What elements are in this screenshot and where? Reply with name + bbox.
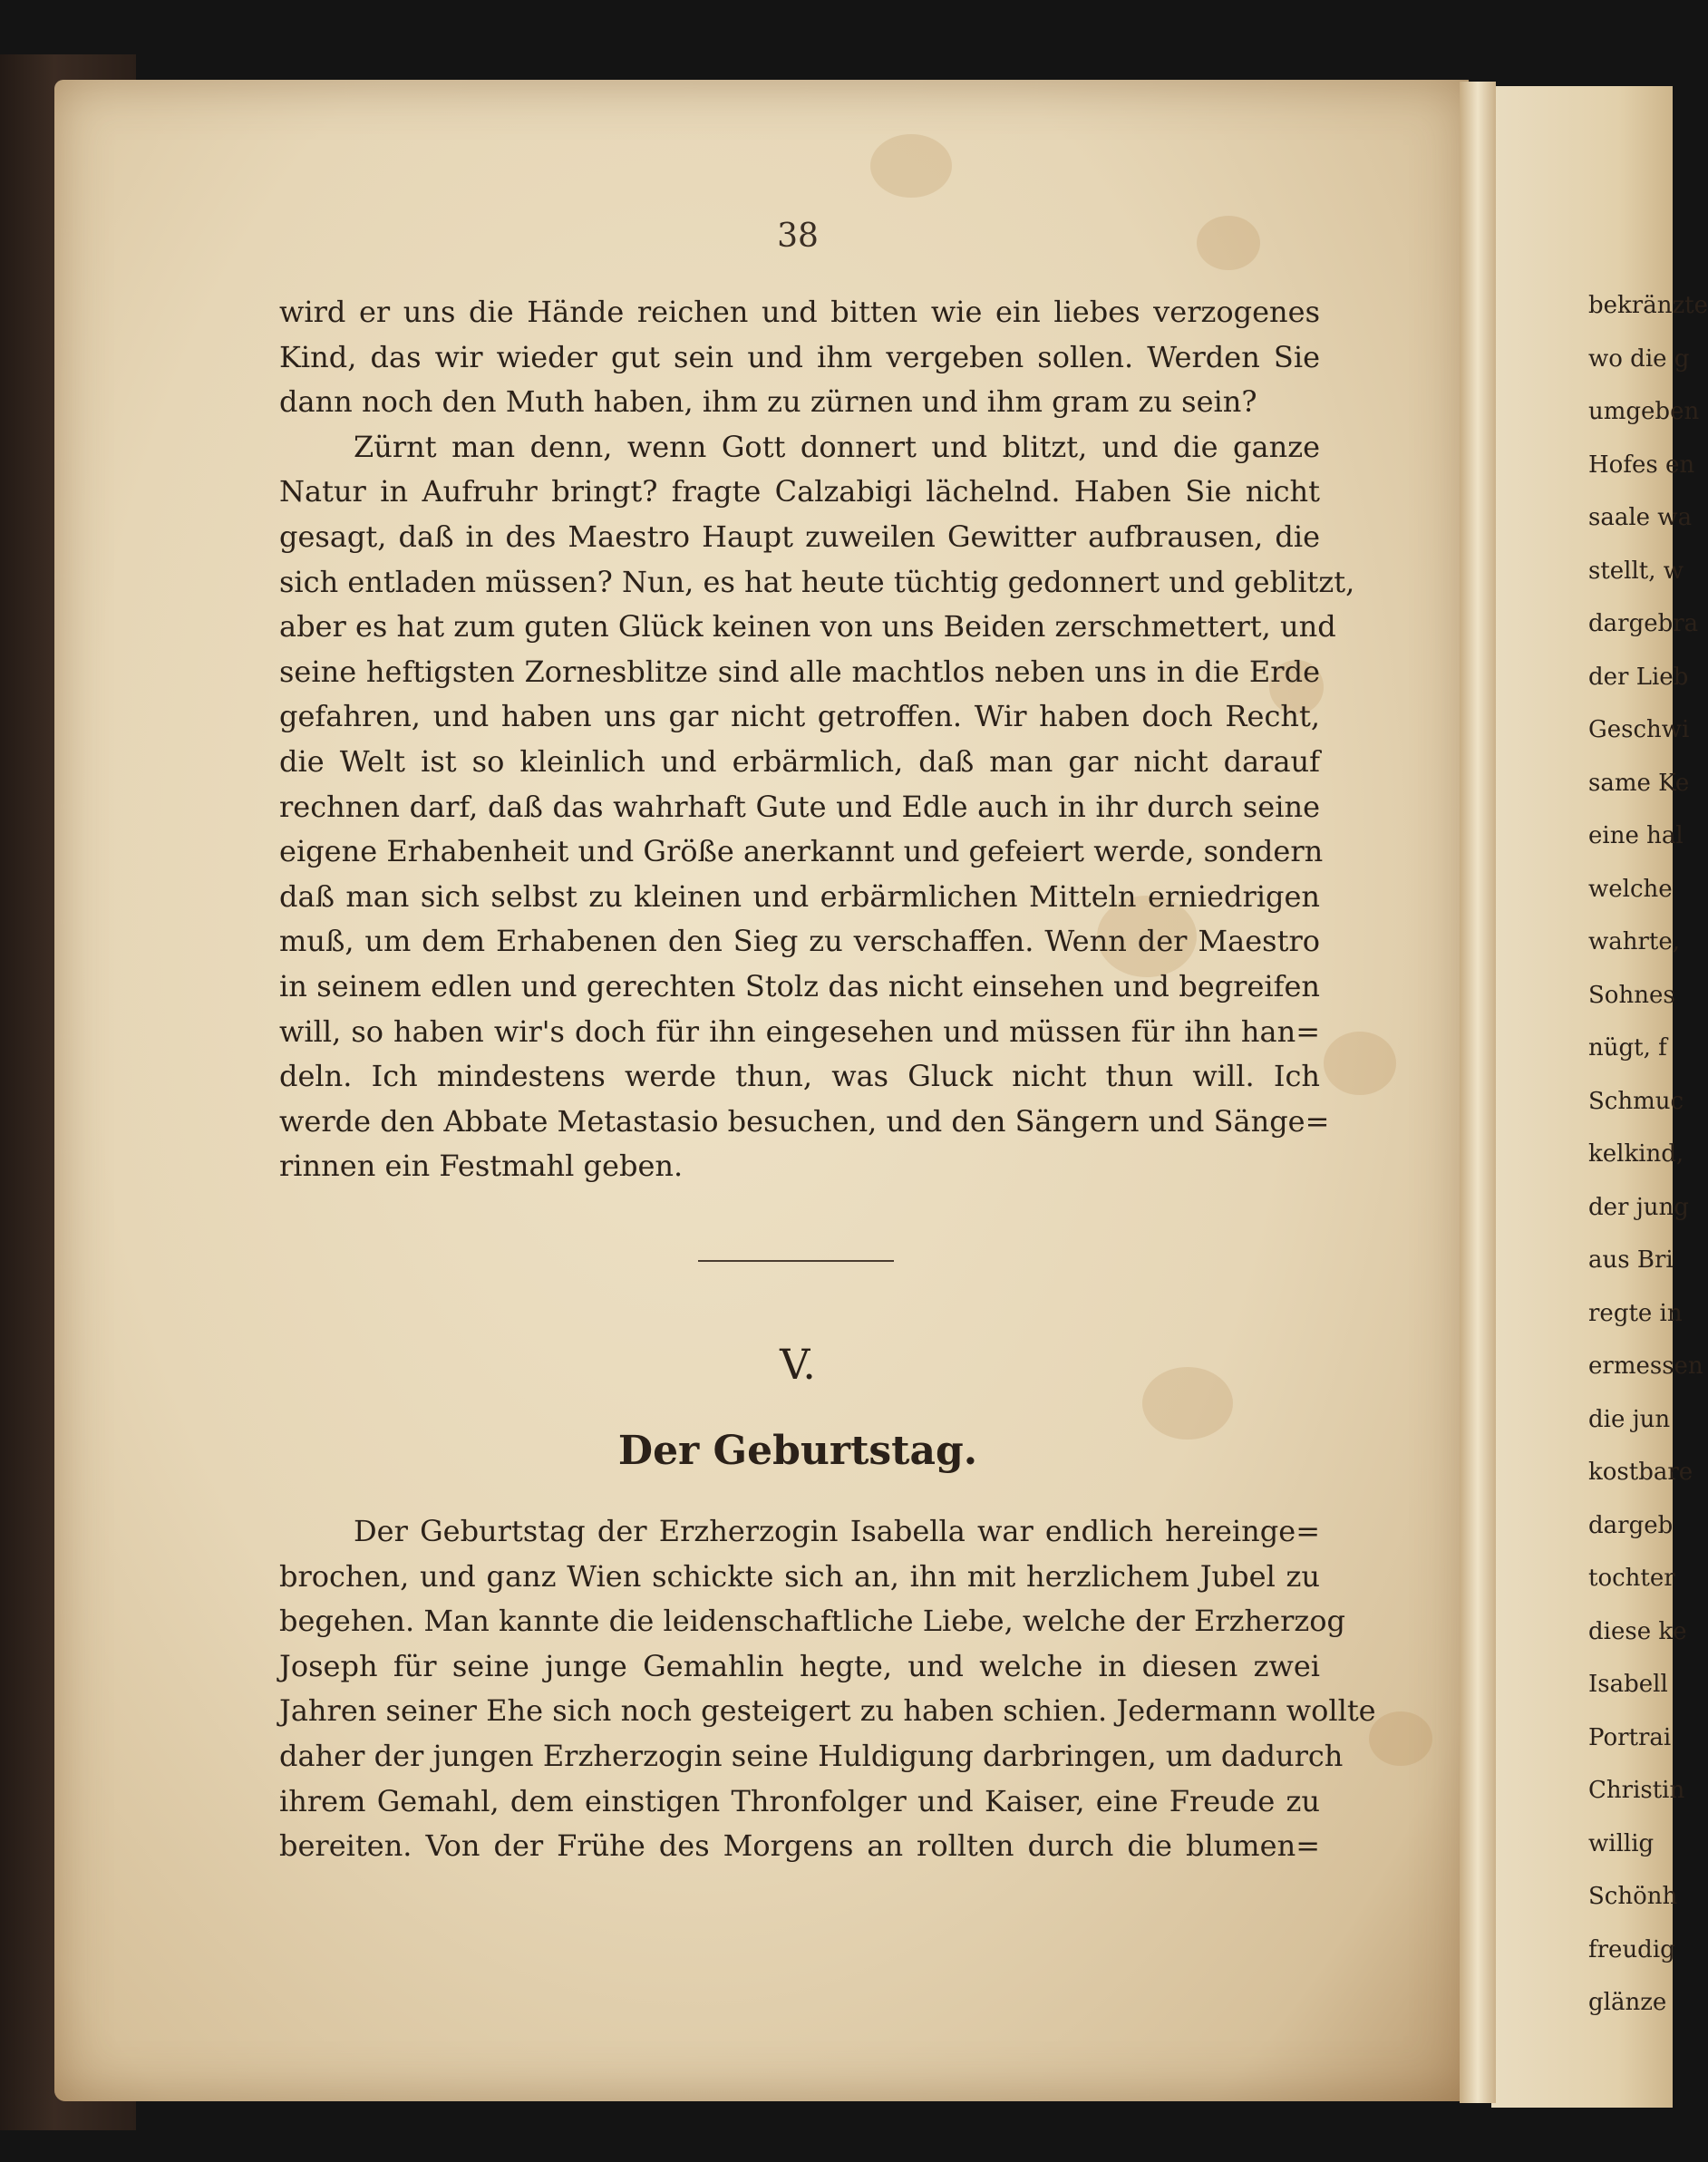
text-block [279, 290, 1355, 1189]
facing-page-line: wahrte, [1588, 928, 1681, 955]
book-gutter [1460, 82, 1496, 2103]
text-line: die Welt ist so kleinlich und erbärmlich, daß man gar nicht darauf [279, 743, 1320, 779]
paragraph-1 [279, 290, 1320, 425]
facing-page-line: welche [1588, 875, 1673, 903]
facing-page-line: bekränzte [1588, 292, 1708, 319]
facing-page-line: freudig [1588, 1935, 1675, 1963]
text-line: Der Geburtstag der Erzherzogin Isabella war endlich hereinge= [354, 1514, 1320, 1548]
text-line: rinnen ein Festmahl geben. [279, 1149, 684, 1184]
section-divider [698, 1260, 894, 1262]
text-line: Kind, das wir wieder gut sein und ihm vergeben sollen. Werden Sie [279, 339, 1320, 374]
facing-page-line: nügt, f [1588, 1034, 1667, 1062]
text-line: daß man sich selbst zu kleinen und erbärmlichen Mitteln erniedrigen [279, 878, 1320, 914]
foxing-spot [1369, 1711, 1432, 1766]
facing-page-line: aus Bri [1588, 1246, 1674, 1274]
text-line: will, so haben wir's doch für ihn eingesehen und müssen für ihn han= [279, 1013, 1320, 1049]
facing-page-line: der jung [1588, 1193, 1689, 1221]
facing-page-line: willig [1588, 1829, 1655, 1857]
text-line: dann noch den Muth haben, ihm zu zürnen und ihm gram zu sein? [279, 384, 1257, 420]
facing-page-line: tochter [1588, 1565, 1675, 1592]
text-line: eigene Erhabenheit und Größe anerkannt und gefeiert werde, sondern [279, 834, 1324, 869]
facing-page-line: kostbare [1588, 1459, 1693, 1486]
facing-page-line: der Lieb [1588, 663, 1689, 691]
facing-page-line: kelkind, [1588, 1140, 1684, 1168]
text-line: sich entladen müssen? Nun, es hat heute tüchtig gedonnert und geblitzt, [279, 564, 1355, 599]
facing-page-line: Christin [1588, 1777, 1685, 1804]
text-line: muß, um dem Erhabenen den Sieg zu verschaffen. Wenn der Maestro [279, 924, 1320, 959]
facing-page-line: Portrai [1588, 1723, 1672, 1751]
facing-page-line: Isabell [1588, 1671, 1668, 1698]
text-line: deln. Ich mindestens werde thun, was Gluck nicht thun will. Ich [279, 1059, 1320, 1094]
facing-page-line: eine hal [1588, 822, 1684, 849]
chapter-title: Der Geburtstag. [617, 1428, 978, 1474]
facing-page-line: glänze [1588, 1989, 1667, 2016]
facing-page-line: stellt, w [1588, 557, 1684, 585]
text-line: bereiten. Von der Frühe des Morgens an rollten durch die blumen= [279, 1828, 1320, 1864]
facing-page-line: dargebra [1588, 610, 1699, 637]
foxing-spot [1324, 1032, 1396, 1095]
text-line: gesagt, daß in des Maestro Haupt zuweilen Gewitter aufbrausen, die [279, 519, 1320, 554]
text-line: in seinem edlen und gerechten Stolz das nicht einsehen und begreifen [279, 968, 1320, 1003]
paragraph-3 [279, 1509, 1376, 1869]
text-line: aber es hat zum guten Glück keinen von uns Beiden zerschmettert, und [279, 609, 1336, 645]
chapter-number: V. [780, 1340, 816, 1389]
facing-page-line: diese ke [1588, 1617, 1687, 1645]
page-number: 38 [777, 218, 819, 255]
facing-page-line: wo die g [1588, 344, 1690, 373]
foxing-spot [870, 134, 952, 198]
facing-page-line: Geschwi [1588, 716, 1690, 743]
facing-page-line: umgeben [1588, 398, 1700, 425]
text-line: brochen, und ganz Wien schickte sich an, ihn mit herzlichem Jubel zu [279, 1558, 1320, 1594]
text-line: ihrem Gemahl, dem einstigen Thronfolger und Kaiser, eine Freude zu [279, 1783, 1320, 1818]
chapter-body [279, 1509, 1376, 1869]
facing-page-line: Schönh [1588, 1883, 1678, 1910]
facing-page-line: saale wa [1588, 504, 1693, 531]
facing-page-line: Schmuc [1588, 1087, 1684, 1115]
facing-page-line: same Ke [1588, 769, 1690, 797]
text-line: gefahren, und haben uns gar nicht getroffen. Wir haben doch Recht, [279, 699, 1320, 734]
paragraph-2 [279, 425, 1355, 1189]
text-line: rechnen darf, daß das wahrhaft Gute und Edle auch in ihr durch seine [279, 789, 1320, 824]
facing-page-line: dargeb [1588, 1511, 1674, 1539]
text-line: daher der jungen Erzherzogin seine Huldigung darbringen, um dadurch [279, 1738, 1344, 1773]
facing-page-line: Sohnes [1588, 981, 1675, 1009]
text-line: werde den Abbate Metastasio besuchen, und den Sängern und Sänge= [279, 1103, 1330, 1139]
text-line: seine heftigsten Zornesblitze sind alle machtlos neben uns in die Erde [279, 654, 1320, 689]
facing-page-line: Hofes en [1588, 451, 1695, 479]
text-line: begehen. Man kannte die leidenschaftliche Liebe, welche der Erzherzog [279, 1604, 1345, 1639]
facing-page-line: ermessen [1588, 1352, 1703, 1380]
text-line: Joseph für seine junge Gemahlin hegte, und welche in diesen zwei [279, 1648, 1320, 1683]
text-line: wird er uns die Hände reichen und bitten wie ein liebes verzogenes [279, 295, 1320, 329]
text-line: Jahren seiner Ehe sich noch gesteigert zu haben schien. Jedermann wollte [279, 1693, 1376, 1729]
text-line: Zürnt man denn, wenn Gott donnert und blitzt, und die ganze [354, 429, 1320, 464]
facing-page-line: regte in [1588, 1299, 1683, 1327]
text-line: Natur in Aufruhr bringt? fragte Calzabigi lächelnd. Haben Sie nicht [279, 474, 1320, 509]
facing-page-line: die jun [1588, 1405, 1671, 1433]
